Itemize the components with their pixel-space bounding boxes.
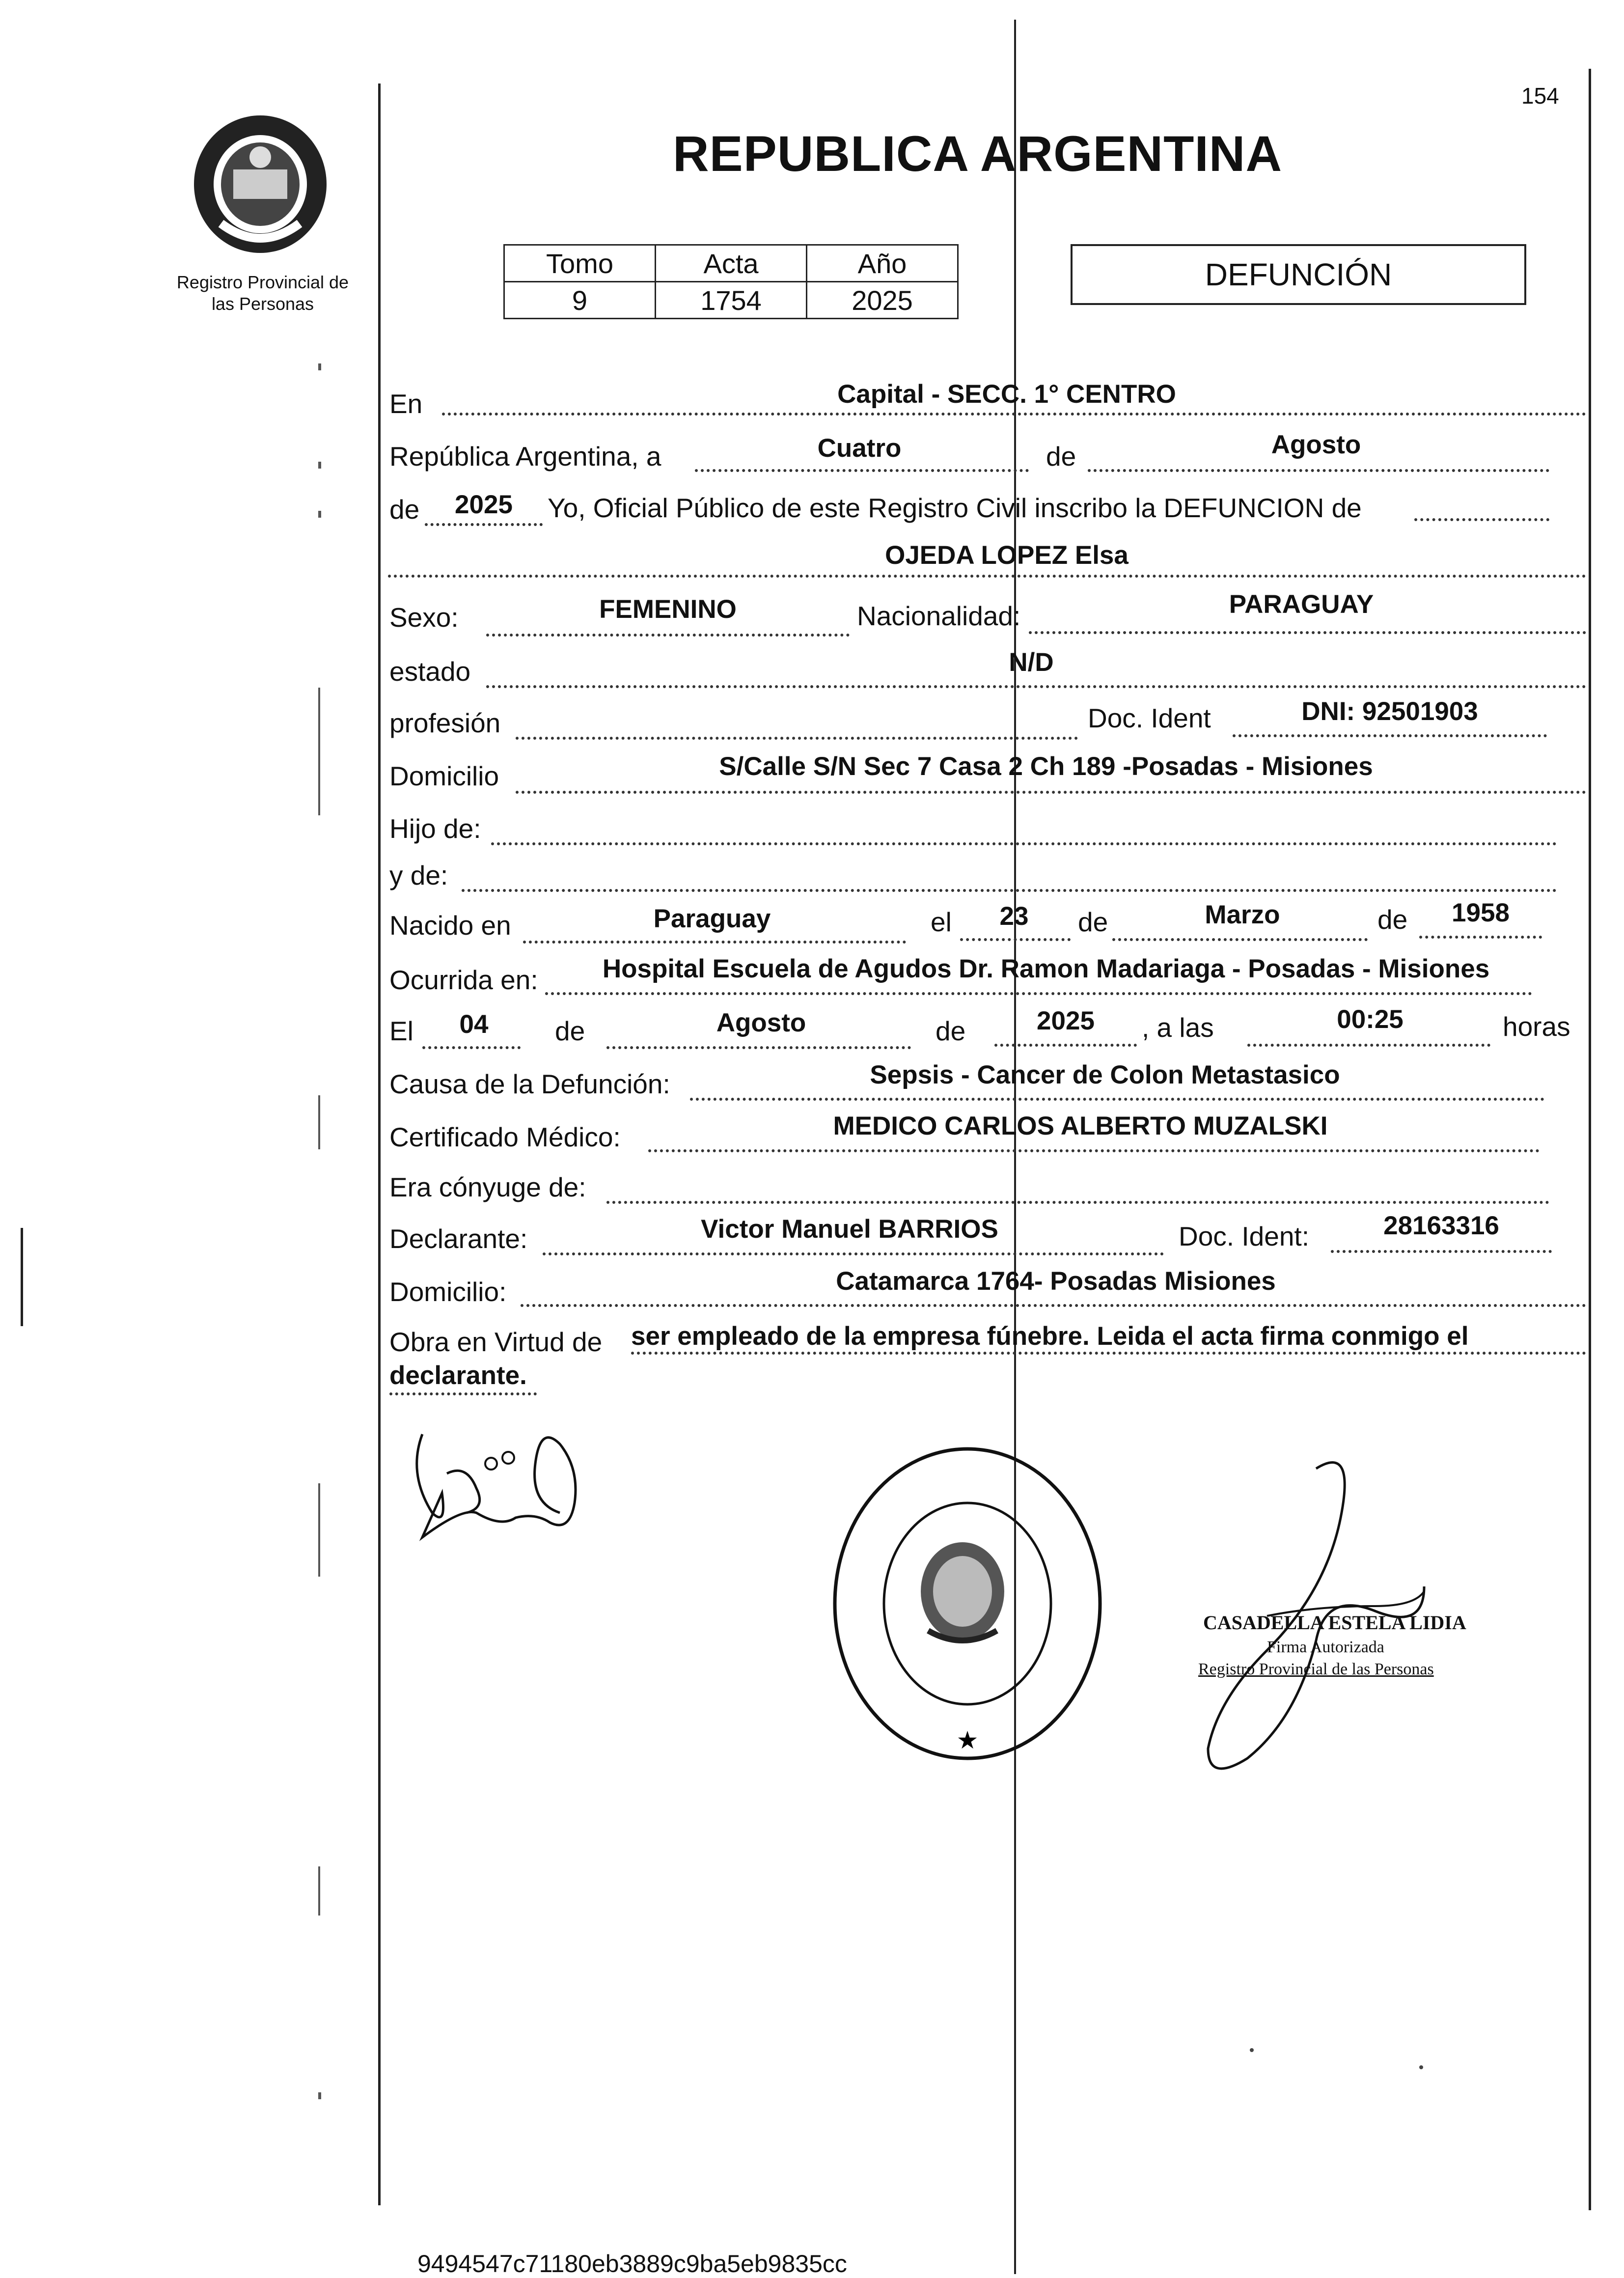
registry-stamp bbox=[830, 1444, 1105, 1763]
svg-text:★: ★ bbox=[956, 1726, 979, 1754]
anio-value: 2025 bbox=[455, 490, 513, 519]
decl-doc-value: 28163316 bbox=[1383, 1211, 1499, 1240]
domicilio-value: S/Calle S/N Sec 7 Casa 2 Ch 189 -Posadas - Misiones bbox=[719, 752, 1373, 781]
hora-value: 00:25 bbox=[1337, 1005, 1404, 1034]
estado-label: estado bbox=[389, 656, 471, 687]
organization-label: Registro Provincial de las Personas bbox=[176, 272, 349, 314]
en-value: Capital - SECC. 1° CENTRO bbox=[837, 380, 1176, 409]
margin-tick bbox=[318, 688, 320, 815]
obra-value-line2: declarante. bbox=[389, 1361, 527, 1390]
margin-tick bbox=[318, 511, 321, 518]
horas-label: horas bbox=[1503, 1011, 1570, 1042]
dia-value: Cuatro bbox=[817, 434, 902, 463]
table-value-anio: 2025 bbox=[807, 282, 958, 319]
doc-value: DNI: 92501903 bbox=[1301, 697, 1478, 726]
decl-domicilio-value: Catamarca 1764- Posadas Misiones bbox=[836, 1267, 1276, 1296]
dotted-line bbox=[388, 575, 1586, 578]
nacionalidad-value: PARAGUAY bbox=[1229, 590, 1374, 619]
dotted-line bbox=[648, 1149, 1540, 1152]
dotted-line bbox=[442, 413, 1586, 416]
dotted-line bbox=[1088, 469, 1549, 472]
page-number: 154 bbox=[1521, 83, 1559, 109]
causa-value: Sepsis - Cancer de Colon Metastasico bbox=[870, 1060, 1340, 1089]
dotted-line bbox=[960, 938, 1071, 941]
dotted-line bbox=[1029, 631, 1586, 634]
dotted-line bbox=[606, 1046, 911, 1049]
margin-tick bbox=[318, 2092, 321, 2099]
dotted-line bbox=[486, 685, 1586, 688]
nac-mes-value: Marzo bbox=[1205, 900, 1280, 929]
margin-tick bbox=[318, 1095, 320, 1149]
dotted-line bbox=[523, 941, 906, 944]
table-header-anio: Año bbox=[807, 245, 958, 282]
sexo-label: Sexo: bbox=[389, 602, 459, 633]
dotted-line bbox=[422, 1046, 521, 1049]
yo-text: Yo, Oficial Público de este Registro Civil inscribo la DEFUNCION de bbox=[548, 493, 1362, 523]
dotted-line bbox=[521, 1304, 1586, 1307]
dotted-line bbox=[1233, 734, 1547, 737]
speck bbox=[1250, 2048, 1254, 2052]
doc-label: Doc. Ident bbox=[1088, 703, 1211, 733]
certificado-label: Certificado Médico: bbox=[389, 1122, 621, 1152]
dotted-line bbox=[516, 737, 1078, 740]
nac-anio-value: 1958 bbox=[1452, 898, 1510, 927]
margin-tick bbox=[318, 363, 321, 370]
certificado-value: MEDICO CARLOS ALBERTO MUZALSKI bbox=[833, 1111, 1328, 1140]
nac-de2-label: de bbox=[1377, 904, 1408, 935]
record-type-box: DEFUNCIÓN bbox=[1071, 244, 1526, 305]
center-fold-line bbox=[1014, 20, 1016, 2274]
dotted-line bbox=[994, 1044, 1137, 1047]
dotted-line bbox=[1112, 938, 1368, 941]
dotted-line bbox=[425, 523, 543, 526]
table-value-tomo: 9 bbox=[504, 282, 656, 319]
dotted-line bbox=[1331, 1250, 1552, 1253]
dotted-line bbox=[631, 1352, 1586, 1355]
nac-dia-value: 23 bbox=[999, 902, 1029, 931]
margin-tick bbox=[318, 1483, 320, 1577]
left-margin-rule bbox=[378, 83, 381, 2205]
nacido-label: Nacido en bbox=[389, 910, 511, 941]
nombre-value: OJEDA LOPEZ Elsa bbox=[885, 541, 1129, 570]
declarante-value: Victor Manuel BARRIOS bbox=[701, 1215, 998, 1244]
yde-label: y de: bbox=[389, 860, 448, 890]
ocurrida-value: Hospital Escuela de Agudos Dr. Ramon Madariaga - Posadas - Misiones bbox=[602, 954, 1490, 983]
official-role: Firma Autorizada bbox=[1267, 1638, 1384, 1656]
official-office: Registro Provincial de las Personas bbox=[1198, 1660, 1434, 1678]
El-label: El bbox=[389, 1016, 413, 1046]
dotted-line bbox=[1414, 518, 1549, 521]
def-anio-value: 2025 bbox=[1037, 1006, 1095, 1035]
edge-mark bbox=[21, 1228, 23, 1326]
estado-value: N/D bbox=[1009, 648, 1054, 677]
en-label: En bbox=[389, 389, 423, 419]
nacionalidad-label: Nacionalidad: bbox=[857, 601, 1021, 631]
dotted-line bbox=[389, 1392, 537, 1395]
dotted-line bbox=[1247, 1044, 1490, 1047]
def-de-label: de bbox=[555, 1016, 585, 1046]
table-header-tomo: Tomo bbox=[504, 245, 656, 282]
margin-tick bbox=[318, 462, 321, 469]
dotted-line bbox=[516, 791, 1586, 794]
table-header-acta: Acta bbox=[656, 245, 807, 282]
dotted-line bbox=[543, 1252, 1164, 1255]
domicilio-label: Domicilio bbox=[389, 761, 499, 791]
el-label: el bbox=[931, 907, 952, 937]
margin-tick bbox=[318, 1866, 320, 1916]
obra-label: Obra en Virtud de bbox=[389, 1327, 603, 1357]
provincial-seal bbox=[187, 111, 334, 258]
de-label: de bbox=[1046, 441, 1076, 472]
decl-doc-label: Doc. Ident: bbox=[1179, 1221, 1309, 1251]
def-mes-value: Agosto bbox=[716, 1008, 806, 1037]
dotted-line bbox=[695, 469, 1029, 472]
dotted-line bbox=[491, 842, 1557, 845]
declarante-label: Declarante: bbox=[389, 1223, 528, 1254]
sexo-value: FEMENINO bbox=[599, 595, 737, 624]
declarant-signature bbox=[403, 1415, 589, 1552]
causa-label: Causa de la Defunción: bbox=[389, 1069, 670, 1099]
alas-label: , a las bbox=[1142, 1012, 1214, 1043]
def-dia-value: 04 bbox=[459, 1010, 489, 1039]
official-name: CASADELLA ESTELA LIDIA bbox=[1203, 1611, 1466, 1634]
dotted-line bbox=[545, 992, 1532, 995]
right-margin-rule bbox=[1589, 69, 1591, 2210]
conyuge-label: Era cónyuge de: bbox=[389, 1172, 586, 1202]
de2-label: de bbox=[389, 494, 420, 525]
dotted-line bbox=[606, 1201, 1549, 1204]
nac-de-label: de bbox=[1078, 907, 1108, 937]
speck bbox=[1419, 2065, 1423, 2069]
decl-domicilio-label: Domicilio: bbox=[389, 1277, 507, 1307]
dotted-line bbox=[486, 634, 850, 637]
page-title: REPUBLICA ARGENTINA bbox=[673, 126, 1283, 182]
ocurrida-label: Ocurrida en: bbox=[389, 965, 538, 995]
dotted-line bbox=[462, 889, 1557, 892]
nacido-value: Paraguay bbox=[653, 904, 771, 933]
dotted-line bbox=[1419, 936, 1542, 939]
mes-value: Agosto bbox=[1271, 430, 1361, 459]
def-de2-label: de bbox=[936, 1016, 966, 1046]
record-table bbox=[503, 244, 959, 319]
hijo-label: Hijo de: bbox=[389, 813, 481, 844]
table-value-acta: 1754 bbox=[656, 282, 807, 319]
footer-hash: 9494547c71180eb3889c9ba5eb9835cc bbox=[417, 2250, 847, 2278]
profesion-label: profesión bbox=[389, 708, 501, 738]
obra-value-line1: ser empleado de la empresa fúnebre. Leida el acta firma conmigo el bbox=[631, 1322, 1469, 1351]
republica-label: República Argentina, a bbox=[389, 441, 661, 472]
dotted-line bbox=[690, 1098, 1544, 1101]
